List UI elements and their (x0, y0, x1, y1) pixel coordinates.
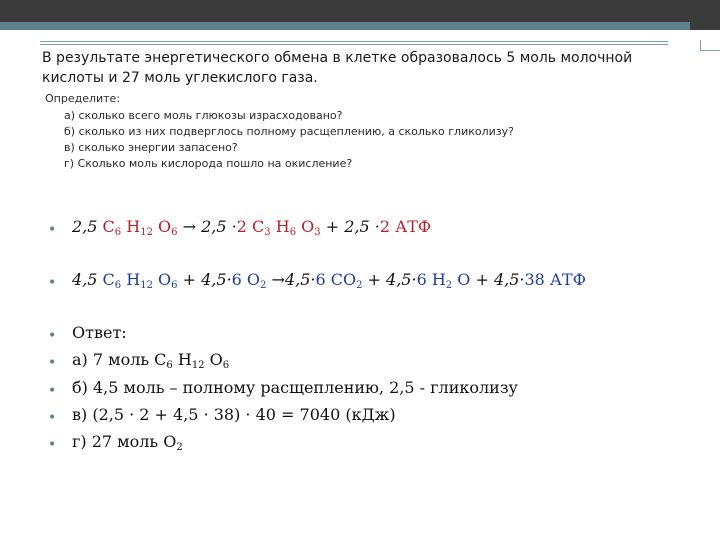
title-rule (40, 41, 668, 42)
eq2-arrow: → (266, 270, 285, 289)
answer-heading: Ответ: (72, 323, 127, 342)
eq1-coef2: 2,5 · (201, 217, 237, 236)
eq1-hydrogen: $H_{12}$ (126, 217, 153, 238)
eq2-atp: 38 АТФ (524, 270, 586, 289)
eq2-carbon: $C_6$ (102, 270, 122, 291)
eq2-o2: 6 $O_2$ (231, 270, 267, 291)
eq1-oxygen: $O_6$ (158, 217, 178, 238)
equation-glycolysis (72, 217, 431, 238)
question-c: в) сколько энергии запасено? (64, 141, 238, 154)
answer-a: а) 7 моль $C_6$ $H_{12}$ $O_6$ (72, 350, 230, 371)
eq1-lactic-c: $C_3$ (252, 217, 271, 238)
eq2-co2: 6 $CO_2$ (315, 270, 363, 291)
eq1-arrow: → (177, 217, 202, 236)
bullet: • (48, 275, 57, 291)
question-a: а) сколько всего моль глюкозы израсходовано? (64, 109, 343, 122)
eq2-coef3: 4,5· (284, 270, 316, 289)
eq1-coef3: 2,5 · (344, 217, 380, 236)
questions-heading: Определите: (45, 92, 121, 105)
bullet: • (48, 328, 57, 344)
top-accent-strip (0, 22, 690, 30)
eq2-coef: 4,5 (72, 270, 98, 289)
slide-title: В результате энергетического обмена в клетке образовалось 5 моль молочной кислоты и 27 моль углекислого газа. (42, 50, 633, 86)
eq2-plus3: + (470, 270, 494, 289)
eq2-plus2: + (362, 270, 387, 289)
eq1-plus: + (320, 217, 345, 236)
question-b: б) сколько из них подверглось полному расщеплению, а сколько гликолизу? (64, 125, 514, 138)
top-bar-corner (690, 22, 720, 30)
eq2-coef2: 4,5· (201, 270, 232, 289)
bullet: • (48, 410, 57, 426)
eq2-hydrogen: $H_{12}$ (126, 270, 153, 291)
eq2-oxygen: $O_6$ (158, 270, 178, 291)
answer-c: в) (2,5 · 2 + 4,5 · 38) · 40 = 7040 (кДж) (72, 405, 396, 424)
eq2-water: 6 $H_2$ O (416, 270, 471, 291)
question-d: г) Сколько моль кислорода пошло на окисление? (64, 157, 353, 170)
eq1-carbon: $C_6$ (102, 217, 122, 238)
equation-full-oxidation (72, 270, 586, 291)
eq2-plus1: + (177, 270, 202, 289)
eq1-atp: 2 АТФ (379, 217, 432, 236)
bullet: • (48, 383, 57, 399)
bullet: • (48, 437, 57, 453)
bullet: • (48, 222, 57, 238)
eq1-coef: 2,5 (72, 217, 98, 236)
corner-hook (700, 40, 720, 51)
answer-b: б) 4,5 моль – полному расщеплению, 2,5 - гликолизу (72, 378, 518, 397)
eq2-coef4: 4,5· (386, 270, 417, 289)
top-bar (0, 0, 720, 22)
eq1-lactic-count: 2 (236, 217, 247, 236)
title-rule-second (40, 44, 668, 45)
questions-list (64, 108, 514, 172)
eq1-lactic-h: $H_6$ (275, 217, 297, 238)
answer-d: г) 27 моль $O_2$ (72, 432, 183, 453)
bullet: • (48, 355, 57, 371)
eq1-lactic-o: $O_3$ (301, 217, 321, 238)
eq2-coef5: 4,5· (493, 270, 525, 289)
